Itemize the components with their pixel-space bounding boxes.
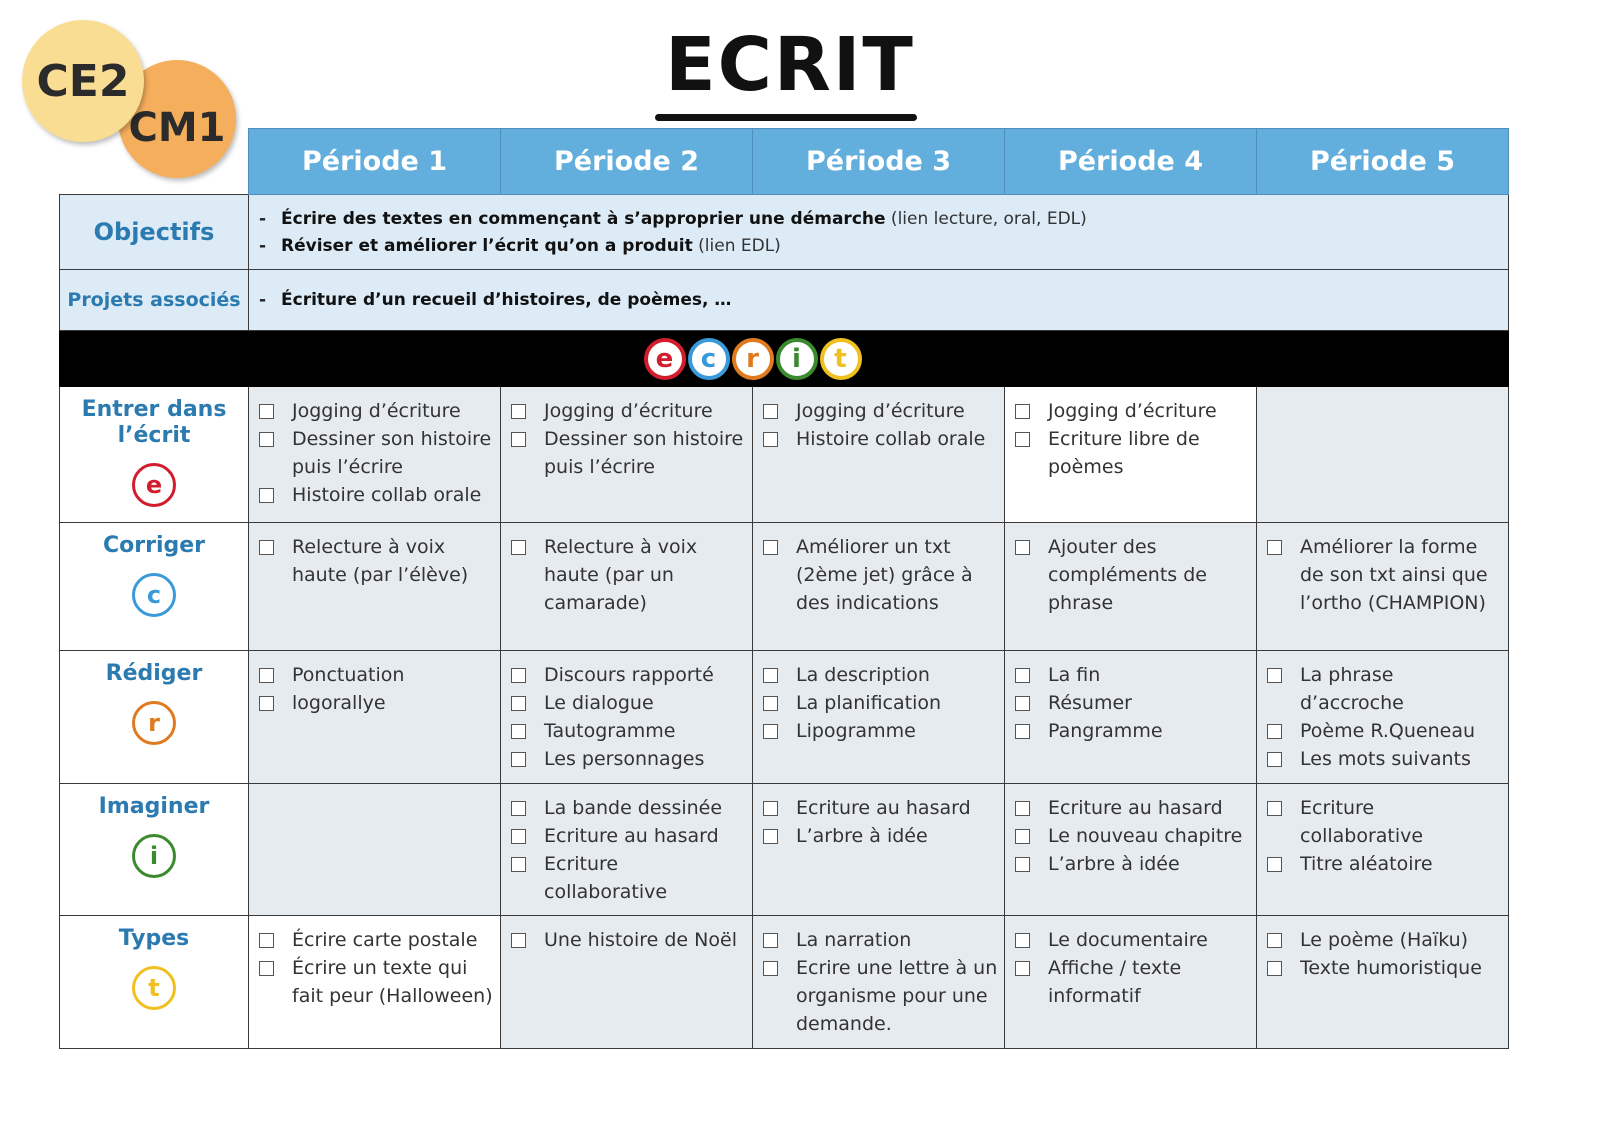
checklist-item [1013,533,1250,617]
objectifs-content [249,195,1509,270]
section-label [60,387,249,523]
checklist-item-text: L’arbre à idée [1048,853,1180,875]
ecrit-logo [501,331,1004,386]
checklist-item [761,397,998,425]
checklist-item-text: Ecrire une lettre à un organisme pour une demande. [796,957,998,1035]
cm1-badge-text: CM1 [128,105,226,151]
checklist-item [761,822,998,850]
checklist-item-text: Jogging d’écriture [292,400,461,422]
checkbox[interactable] [1015,933,1030,948]
periods-header-row [60,129,1509,195]
checkbox[interactable] [1015,961,1030,976]
checkbox[interactable] [511,668,526,683]
checkbox[interactable] [763,724,778,739]
checkbox[interactable] [511,752,526,767]
checkbox[interactable] [763,696,778,711]
checkbox[interactable] [511,432,526,447]
cell-periode-2 [501,387,753,523]
checkbox[interactable] [259,668,274,683]
objectifs-row [60,195,1509,270]
checkbox[interactable] [1015,801,1030,816]
logo-row-cell [1257,331,1509,387]
objectif-text: Écrire des textes en commençant à s’approprier une démarche [281,209,886,229]
checkbox[interactable] [1267,724,1282,739]
checkbox[interactable] [763,801,778,816]
checkbox[interactable] [763,540,778,555]
dash-bullet: - [259,290,267,310]
checklist-item-text: Dessiner son histoire puis l’écrire [292,428,492,478]
checklist-item [257,926,494,954]
checklist-item-text: Lipogramme [796,720,916,742]
checkbox[interactable] [1267,801,1282,816]
objectif-line [259,236,1498,256]
cell-periode-4 [1005,523,1257,651]
checklist-item-text: Écrire un texte qui fait peur (Halloween) [292,957,493,1007]
checklist-item [761,954,998,1038]
checklist-item-text: La description [796,664,930,686]
checklist-item-text: La phrase d’accroche [1300,664,1404,714]
checklist-item-text: Le dialogue [544,692,654,714]
checklist-item-text: Une histoire de Noël [544,929,737,951]
checklist-item-text: Écrire carte postale [292,929,478,951]
checklist-item [761,425,998,453]
ce2-badge-text: CE2 [36,55,130,107]
checklist-item-text: Texte humoristique [1300,957,1482,979]
dash-bullet: - [259,236,267,256]
cell-periode-3 [753,916,1005,1049]
cell-periode-3 [753,387,1005,523]
section-row-types [60,916,1509,1049]
checklist-item [761,926,998,954]
title-underline [655,114,917,121]
checklist-item-text: Jogging d’écriture [1048,400,1217,422]
checkbox[interactable] [1015,857,1030,872]
checklist-item [761,661,998,689]
checklist-item [1265,926,1502,954]
checklist-item [1013,661,1250,689]
checkbox[interactable] [763,829,778,844]
checklist-item-text: Jogging d’écriture [796,400,965,422]
section-label [60,916,249,1049]
checklist-item [509,425,746,481]
checklist-item-text: logorallye [292,692,386,714]
cell-periode-5 [1257,651,1509,784]
checkbox[interactable] [1015,540,1030,555]
checklist-item [257,397,494,425]
letter-i-icon: i [132,834,176,878]
checklist-item [509,745,746,773]
checkbox[interactable] [511,696,526,711]
checklist-item-text: Ecriture collaborative [544,853,668,903]
letter-i-icon: i [776,338,818,380]
section-name: Imaginer [98,794,210,819]
checklist-item [509,850,746,906]
checklist-item [257,481,494,509]
logo-row-cell [249,331,501,387]
checklist-item [257,661,494,689]
checklist-item-text: La bande dessinée [544,797,723,819]
checklist-item [509,661,746,689]
cell-periode-1 [249,651,501,784]
logo-cell [501,331,1005,387]
checklist-item [1265,954,1502,982]
checklist-item-text: Relecture à voix haute (par un camarade) [544,536,698,614]
letter-c-icon: c [132,573,176,617]
checkbox[interactable] [259,933,274,948]
checklist-item-text: Le poème (Haïku) [1300,929,1469,951]
projet-text: Écriture d’un recueil d’histoires, de poèmes, … [281,290,732,310]
period-header-2: Période 2 [501,129,753,195]
checklist-item [257,533,494,589]
checklist-item-text: Jogging d’écriture [544,400,713,422]
checklist-item-text: Pangramme [1048,720,1163,742]
checklist-item [1013,850,1250,878]
checklist-item [761,794,998,822]
cell-periode-3 [753,784,1005,916]
checkbox[interactable] [511,404,526,419]
period-header-4: Période 4 [1005,129,1257,195]
checkbox[interactable] [763,933,778,948]
letter-r-icon: r [132,701,176,745]
cell-periode-1 [249,784,501,916]
checklist-item [1013,689,1250,717]
projet-line [259,290,1498,310]
checklist-item [257,689,494,717]
section-label [60,651,249,784]
checklist-item-text: Le nouveau chapitre [1048,825,1243,847]
checklist-item-text: Dessiner son histoire puis l’écrire [544,428,744,478]
checklist-item-text: Ajouter des compléments de phrase [1048,536,1207,614]
cell-periode-4 [1005,387,1257,523]
dash-bullet: - [259,209,267,229]
checklist-item-text: Améliorer un txt (2ème jet) grâce à des indications [796,536,973,614]
checklist-item [1013,397,1250,425]
cell-periode-3 [753,523,1005,651]
checkbox[interactable] [1015,404,1030,419]
checkbox[interactable] [1267,933,1282,948]
checklist-item-text: Tautogramme [544,720,676,742]
checkbox[interactable] [1267,540,1282,555]
checklist-item-text: Affiche / texte informatif [1048,957,1182,1007]
section-label [60,784,249,916]
checklist-item [509,794,746,822]
checklist-item [1013,954,1250,1010]
checkbox[interactable] [1015,432,1030,447]
checklist-item [1265,745,1502,773]
sections-body [60,387,1509,1049]
checkbox[interactable] [1015,696,1030,711]
projets-label: Projets associés [60,270,249,331]
checklist-item-text: Résumer [1048,692,1132,714]
checklist-item-text: Discours rapporté [544,664,714,686]
letter-t-icon: t [820,338,862,380]
checklist-item-text: Histoire collab orale [796,428,986,450]
objectif-note: (lien EDL) [692,236,781,256]
logo-row-cell [1005,331,1257,387]
checklist-item-text: La planification [796,692,942,714]
checklist-item [509,822,746,850]
checklist-item [1265,717,1502,745]
checkbox[interactable] [259,488,274,503]
checklist-item-text: Ecriture collaborative [1300,797,1424,847]
checklist-item-text: Relecture à voix haute (par l’élève) [292,536,469,586]
program-table [59,128,1509,1049]
checkbox[interactable] [1267,752,1282,767]
cell-periode-4 [1005,651,1257,784]
checkbox[interactable] [1267,857,1282,872]
checkbox[interactable] [1015,829,1030,844]
objectif-note: (lien lecture, oral, EDL) [885,209,1087,229]
cell-periode-2 [501,784,753,916]
letter-r-icon: r [732,338,774,380]
checkbox[interactable] [763,432,778,447]
section-row-corriger [60,523,1509,651]
checklist-item-text: Les mots suivants [1300,748,1471,770]
section-name: Corriger [102,533,206,558]
checklist-item [761,717,998,745]
objectif-line [259,209,1498,229]
checklist-item-text: Le documentaire [1048,929,1208,951]
ce2-badge [22,20,144,142]
checklist-item [1013,717,1250,745]
checklist-item [257,425,494,481]
checklist-item [1013,926,1250,954]
cell-periode-4 [1005,916,1257,1049]
cell-periode-1 [249,387,501,523]
cell-periode-1 [249,916,501,1049]
letter-e-icon: e [644,338,686,380]
letter-c-icon: c [688,338,730,380]
checkbox[interactable] [511,540,526,555]
checkbox[interactable] [763,404,778,419]
checkbox[interactable] [1267,961,1282,976]
section-label [60,523,249,651]
section-row-rediger [60,651,1509,784]
cell-periode-2 [501,651,753,784]
checkbox[interactable] [1015,724,1030,739]
checklist-item-text: Ecriture au hasard [544,825,719,847]
checkbox[interactable] [1015,668,1030,683]
checklist-item [509,533,746,617]
period-header-5: Période 5 [1257,129,1509,195]
cell-periode-5 [1257,523,1509,651]
objectif-text: Réviser et améliorer l’écrit qu’on a produit [281,236,693,256]
objectifs-label: Objectifs [60,195,249,270]
checklist-item-text: Poème R.Queneau [1300,720,1475,742]
section-name: Entrer dans l’écrit [81,397,227,448]
checklist-item [1265,661,1502,717]
checklist-item-text: Ecriture au hasard [796,797,971,819]
section-name: Types [118,926,190,951]
cell-periode-5 [1257,387,1509,523]
checklist-item [509,926,746,954]
projets-row [60,270,1509,331]
checklist-item [1265,850,1502,878]
checkbox[interactable] [511,801,526,816]
checkbox[interactable] [511,724,526,739]
checklist-item [1265,794,1502,850]
section-row-entrer-dans-ecrit [60,387,1509,523]
period-header-3: Période 3 [753,129,1005,195]
checklist-item-text: Ecriture au hasard [1048,797,1223,819]
checklist-item-text: La narration [796,929,912,951]
checklist-item-text: La fin [1048,664,1101,686]
checklist-item [1013,425,1250,481]
logo-row [60,331,1509,387]
cell-periode-5 [1257,784,1509,916]
checkbox[interactable] [259,540,274,555]
checklist-item-text: Histoire collab orale [292,484,482,506]
checklist-item-text: Ponctuation [292,664,405,686]
checklist-item [509,397,746,425]
checkbox[interactable] [259,696,274,711]
checklist-item [1013,822,1250,850]
checklist-item-text: Améliorer la forme de son txt ainsi que l’ortho (CHAMPION) [1300,536,1488,614]
checklist-item [509,689,746,717]
page-title: ECRIT [665,22,915,108]
projets-content [249,270,1509,331]
checkbox[interactable] [511,857,526,872]
checkbox[interactable] [259,961,274,976]
section-row-imaginer [60,784,1509,916]
checklist-item [761,533,998,617]
cell-periode-1 [249,523,501,651]
letter-t-icon: t [132,966,176,1010]
checklist-item-text: L’arbre à idée [796,825,928,847]
checklist-item [761,689,998,717]
section-name: Rédiger [105,661,203,686]
cell-periode-2 [501,916,753,1049]
cell-periode-5 [1257,916,1509,1049]
checklist-item-text: Titre aléatoire [1300,853,1433,875]
cell-periode-3 [753,651,1005,784]
cell-periode-4 [1005,784,1257,916]
checkbox[interactable] [763,961,778,976]
checkbox[interactable] [763,668,778,683]
checkbox[interactable] [259,404,274,419]
checkbox[interactable] [511,829,526,844]
period-header-1: Période 1 [249,129,501,195]
checkbox[interactable] [1267,668,1282,683]
checklist-item-text: Ecriture libre de poèmes [1048,428,1200,478]
checklist-item [509,717,746,745]
checklist-item-text: Les personnages [544,748,705,770]
checklist-item [1265,533,1502,617]
cell-periode-2 [501,523,753,651]
checklist-item [257,954,494,1010]
checklist-item [1013,794,1250,822]
checkbox[interactable] [511,933,526,948]
logo-row-corner [60,331,249,387]
checkbox[interactable] [259,432,274,447]
letter-e-icon: e [132,463,176,507]
